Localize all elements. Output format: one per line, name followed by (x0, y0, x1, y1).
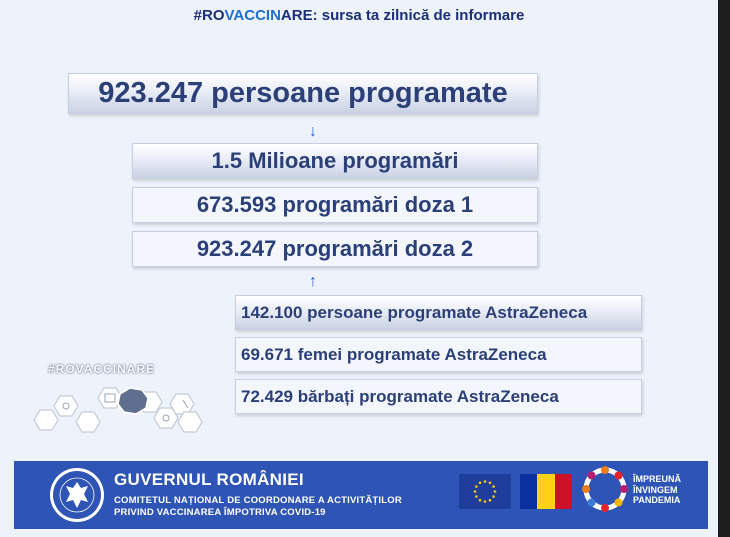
hexagon-icons (28, 358, 203, 438)
arrow-up-icon: ↑ (309, 273, 317, 290)
romania-flag-icon (520, 474, 572, 509)
persons-scheduled-box: 923.247 persoane programate (68, 73, 538, 114)
eu-flag-icon (459, 474, 511, 509)
committee-line-1: COMITETUL NAȚIONAL DE COORDONARE A ACTIVITĂȚILOR (114, 495, 402, 506)
header-suffix: ARE (280, 7, 313, 24)
rovaccinare-logo (28, 358, 203, 438)
slogan-line-2: ÎNVINGEM (633, 484, 678, 495)
slide-header (0, 7, 718, 24)
pandemic-slogan (633, 474, 681, 506)
slogan-line-3: PANDEMIA (633, 495, 681, 505)
az-men-box: 72.429 bărbați programate AstraZeneca (235, 379, 642, 414)
committee-line-2: PRIVIND VACCINAREA ÎMPOTRIVA COVID-19 (114, 506, 326, 518)
header-highlight: VACCIN (224, 7, 281, 24)
slogan-line-1: ÎMPREUNĂ (633, 474, 682, 484)
dose1-box: 673.593 programări doza 1 (132, 187, 538, 223)
window-edge (718, 0, 730, 537)
header-prefix: #RO (193, 7, 225, 24)
romania-map-icon (118, 388, 148, 414)
government-title: GUVERNUL ROMÂNIEI (114, 470, 304, 489)
rovaccinare-tag: #ROVACCINARE (48, 362, 156, 376)
together-pandemic-logo-icon (581, 465, 629, 513)
az-women-box: 69.671 femei programate AstraZeneca (235, 337, 642, 372)
az-persons-box: 142.100 persoane programate AstraZeneca (235, 295, 642, 330)
committee-name (114, 495, 402, 518)
footer-banner (14, 461, 708, 529)
government-crest-icon (48, 466, 106, 524)
dose2-box: 923.247 programări doza 2 (132, 231, 538, 267)
total-appointments-box: 1.5 Milioane programări (132, 143, 538, 179)
arrow-down-icon: ↓ (309, 123, 317, 140)
header-subtitle: : sursa ta zilnică de informare (312, 7, 525, 24)
